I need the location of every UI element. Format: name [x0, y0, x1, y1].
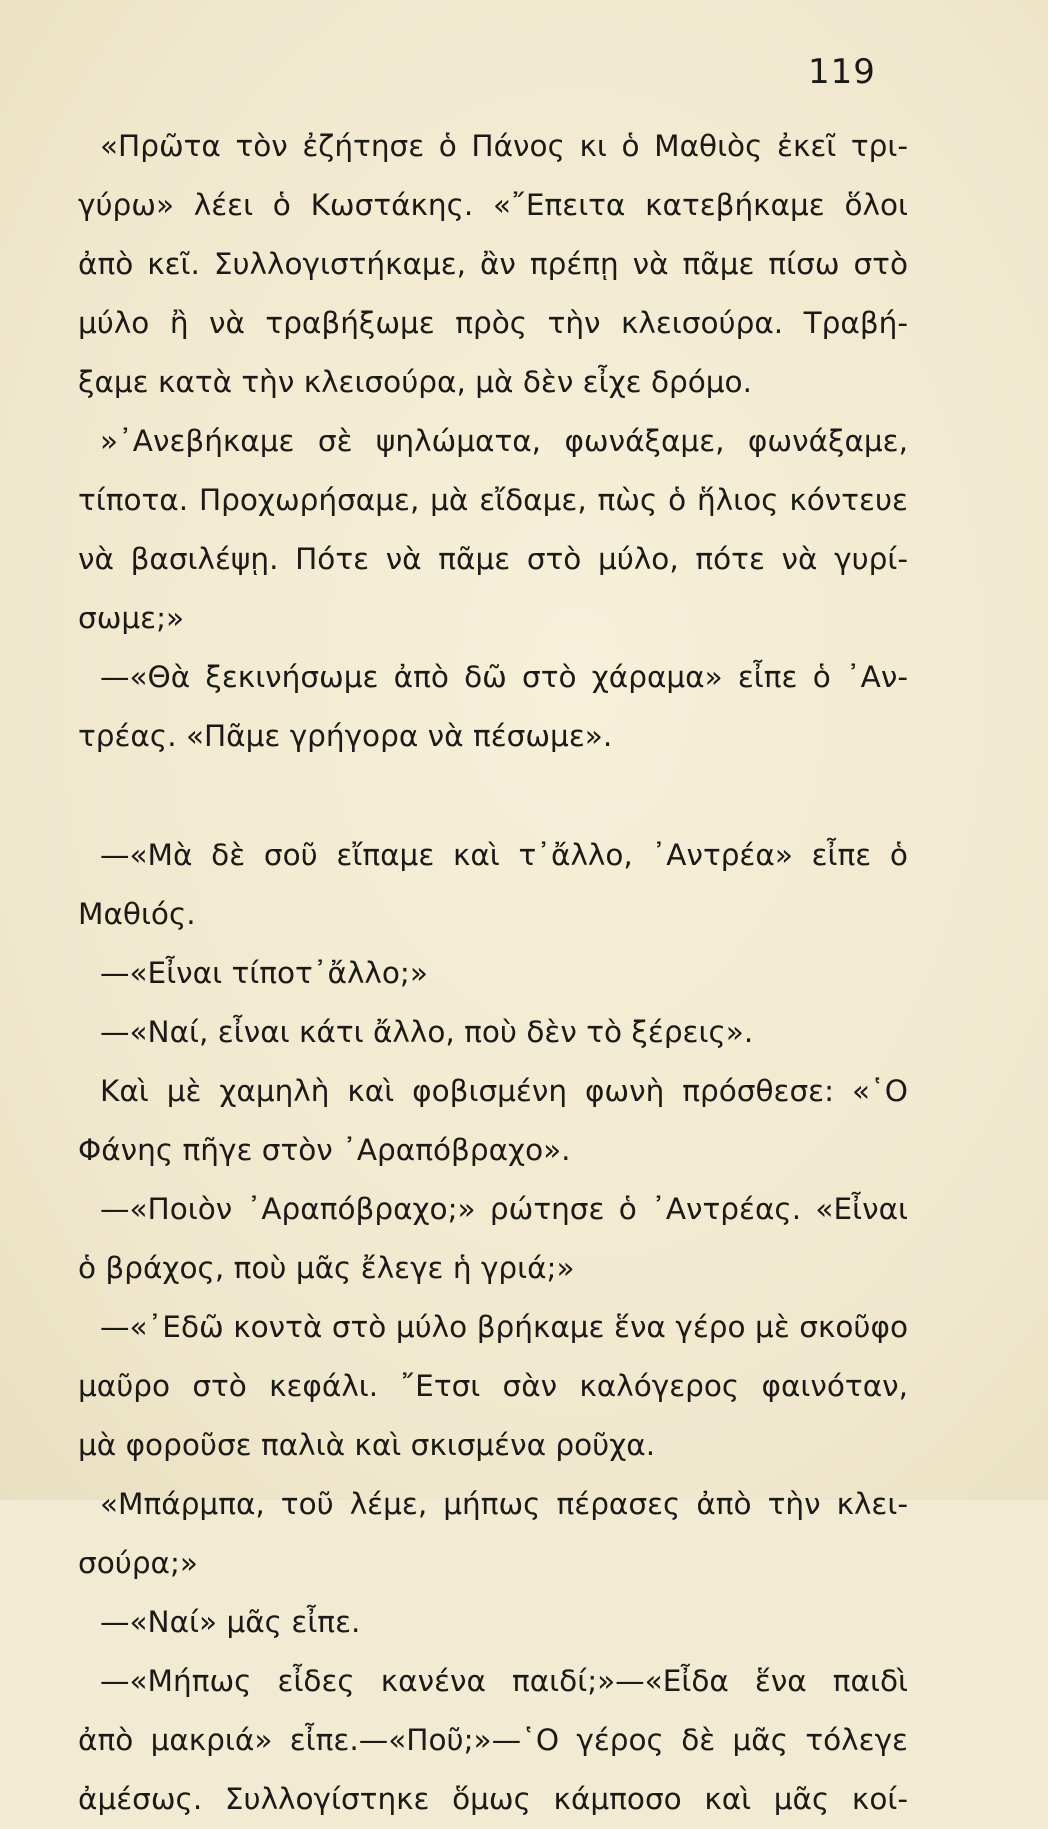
text-line: Μαθιός.	[78, 897, 196, 931]
text-line: »᾿Ανεβήκαμε σὲ ψηλώματα, φωνάξαμε, φωνάξαμε,	[100, 424, 908, 458]
text-line: σωμε;»	[78, 601, 185, 635]
text-line: γύρω» λέει ὁ Κωστάκης. «῎Επειτα κατεβήκαμε ὅλοι	[78, 188, 908, 222]
text-line: —«Ναί, εἶναι κάτι ἄλλο, ποὺ δὲν τὸ ξέρεις».	[100, 1015, 754, 1049]
text-line: —«᾿Εδῶ κοντὰ στὸ μύλο βρήκαμε ἕνα γέρο μὲ σκοῦφο	[100, 1310, 908, 1344]
text-line: ξαμε κατὰ τὴν κλεισούρα, μὰ δὲν εἶχε δρόμο.	[78, 365, 752, 399]
text-line: μὰ φοροῦσε παλιὰ καὶ σκισμένα ροῦχα.	[78, 1428, 656, 1462]
text-line: μαῦρο στὸ κεφάλι. ῎Ετσι σὰν καλόγερος φαινόταν,	[78, 1369, 908, 1403]
text-line: «Πρῶτα τὸν ἐζήτησε ὁ Πάνος κι ὁ Μαθιὸς ἐκεῖ τρι-	[100, 129, 908, 163]
text-line: —«Μὰ δὲ σοῦ εἴπαμε καὶ τ᾿ἄλλο, ᾿Αντρέα» εἶπε ὁ	[100, 838, 908, 872]
text-line: —«Μήπως εἶδες κανένα παιδί;»—«Εἶδα ἕνα παιδὶ	[100, 1664, 908, 1698]
text-line: ἀμέσως. Συλλογίστηκε ὅμως κάμποσο καὶ μᾶς κοί-	[78, 1782, 908, 1816]
text-line: μύλο ἢ νὰ τραβήξωμε πρὸς τὴν κλεισούρα. Τραβή-	[78, 306, 908, 340]
page-number: 119	[808, 52, 876, 92]
text-line: Φάνης πῆγε στὸν ᾿Αραπόβραχο».	[78, 1133, 571, 1167]
text-line: «Μπάρμπα, τοῦ λέμε, μήπως πέρασες ἀπὸ τὴν κλει-	[100, 1487, 908, 1521]
text-line: Καὶ μὲ χαμηλὴ καὶ φοβισμένη φωνὴ πρόσθεσε: «῾Ο	[100, 1074, 908, 1108]
text-line: —«Ναί» μᾶς εἶπε.	[100, 1605, 361, 1639]
text-line: τίποτα. Προχωρήσαμε, μὰ εἴδαμε, πὼς ὁ ἥλιος κόντευε	[78, 483, 908, 517]
text-line: ἀπὸ μακριά» εἶπε.—«Ποῦ;»—῾Ο γέρος δὲ μᾶς τόλεγε	[78, 1723, 908, 1757]
text-line: —«Ποιὸν ᾿Αραπόβραχο;» ρώτησε ὁ ᾿Αντρέας. «Εἶναι	[100, 1192, 908, 1226]
paragraph-gap	[78, 766, 908, 826]
text-line: —«Θὰ ξεκινήσωμε ἀπὸ δῶ στὸ χάραμα» εἶπε ὁ ᾿Αν-	[100, 660, 908, 694]
text-line: ὁ βράχος, ποὺ μᾶς ἔλεγε ἡ γριά;»	[78, 1251, 575, 1285]
text-line: —«Εἶναι τίποτ᾿ἄλλο;»	[100, 956, 428, 990]
text-line: ἀπὸ κεῖ. Συλλογιστήκαμε, ἂν πρέπῃ νὰ πᾶμε πίσω στὸ	[78, 247, 908, 281]
text-line: νὰ βασιλέψῃ. Πότε νὰ πᾶμε στὸ μύλο, πότε νὰ γυρί-	[78, 542, 908, 576]
text-line: σούρα;»	[78, 1546, 198, 1580]
body-text	[78, 117, 908, 1829]
text-line: τρέας. «Πᾶμε γρήγορα νὰ πέσωμε».	[78, 719, 613, 753]
